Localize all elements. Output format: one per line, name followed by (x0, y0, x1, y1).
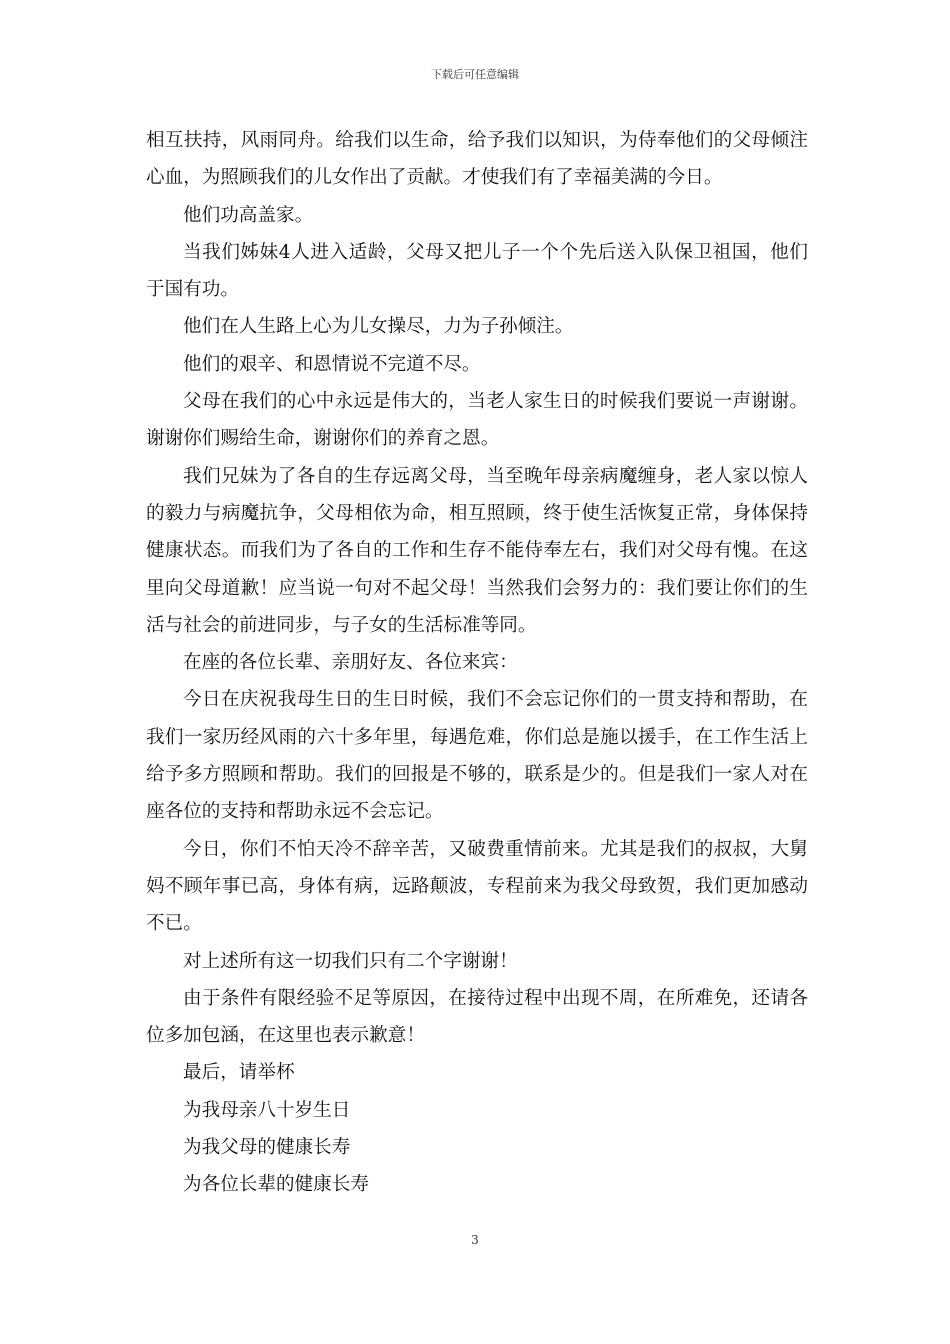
body-paragraph: 今日在庆祝我母生日的生日时候，我们不会忘记你们的一贯支持和帮助，在我们一家历经风雨的六十多年里，每遇危难，你们总是施以援手，在工作生活上给予多方照顾和帮助。我们的回报是不够的，联系是少的。但是我们一家人对在座各位的支持和帮助永远不会忘记。 (146, 689, 808, 823)
body-paragraph: 他们的艰辛、和恩情说不完道不尽。 (183, 353, 481, 375)
body-paragraph: 为我母亲八十岁生日 (183, 1099, 351, 1121)
body-paragraph: 我们兄妹为了各自的生存远离父母，当至晚年母亲病魔缠身，老人家以惊人的毅力与病魔抗争，父母相依为命，相互照顾，终于使生活恢复正常，身体保持健康状态。而我们为了各自的工作和生存不能侍奉左右，我们对父母有愧。在这里向父母道歉！应当说一句对不起父母！当然我们会努力的：我们要让你们的生活与社会的前进同步，与子女的生活标准等同。 (146, 465, 808, 636)
body-paragraph: 他们功高盖家。 (183, 204, 314, 226)
body-paragraph: 相互扶持，风雨同舟。给我们以生命，给予我们以知识，为侍奉他们的父母倾注心血，为照顾我们的儿女作出了贡献。才使我们有了幸福美满的今日。 (146, 130, 808, 189)
body-paragraph: 为各位长辈的健康长寿 (183, 1174, 369, 1196)
body-paragraph: 当我们姊妹4人进入适龄，父母又把儿子一个个先后送入队保卫祖国，他们于国有功。 (146, 241, 808, 301)
body-paragraph: 父母在我们的心中永远是伟大的，当老人家生日的时候我们要说一声谢谢。谢谢你们赐给生命，谢谢你们的养育之恩。 (146, 391, 808, 450)
page-header: 下载后可任意编辑 (431, 68, 519, 81)
body-paragraph: 由于条件有限经验不足等原因，在接待过程中出现不周，在所难免，还请各位多加包涵，在这里也表示歉意！ (146, 987, 808, 1047)
body-paragraph: 为我父母的健康长寿 (183, 1137, 351, 1159)
body-paragraph: 对上述所有这一切我们只有二个字谢谢！ (183, 950, 518, 972)
page-number: 3 (471, 1233, 479, 1247)
document-body (146, 122, 808, 1204)
body-paragraph: 在座的各位长辈、亲朋好友、各位来宾： (183, 652, 518, 674)
body-paragraph: 今日，你们不怕天冷不辞辛苦，又破费重情前来。尤其是我们的叔叔，大舅妈不顾年事已高，身体有病，远路颠波，专程前来为我父母致贺，我们更加感动不已。 (146, 838, 808, 935)
body-paragraph: 他们在人生路上心为儿女操尽，力为子孙倾注。 (183, 316, 574, 338)
body-paragraph: 最后，请举杯 (183, 1062, 295, 1084)
